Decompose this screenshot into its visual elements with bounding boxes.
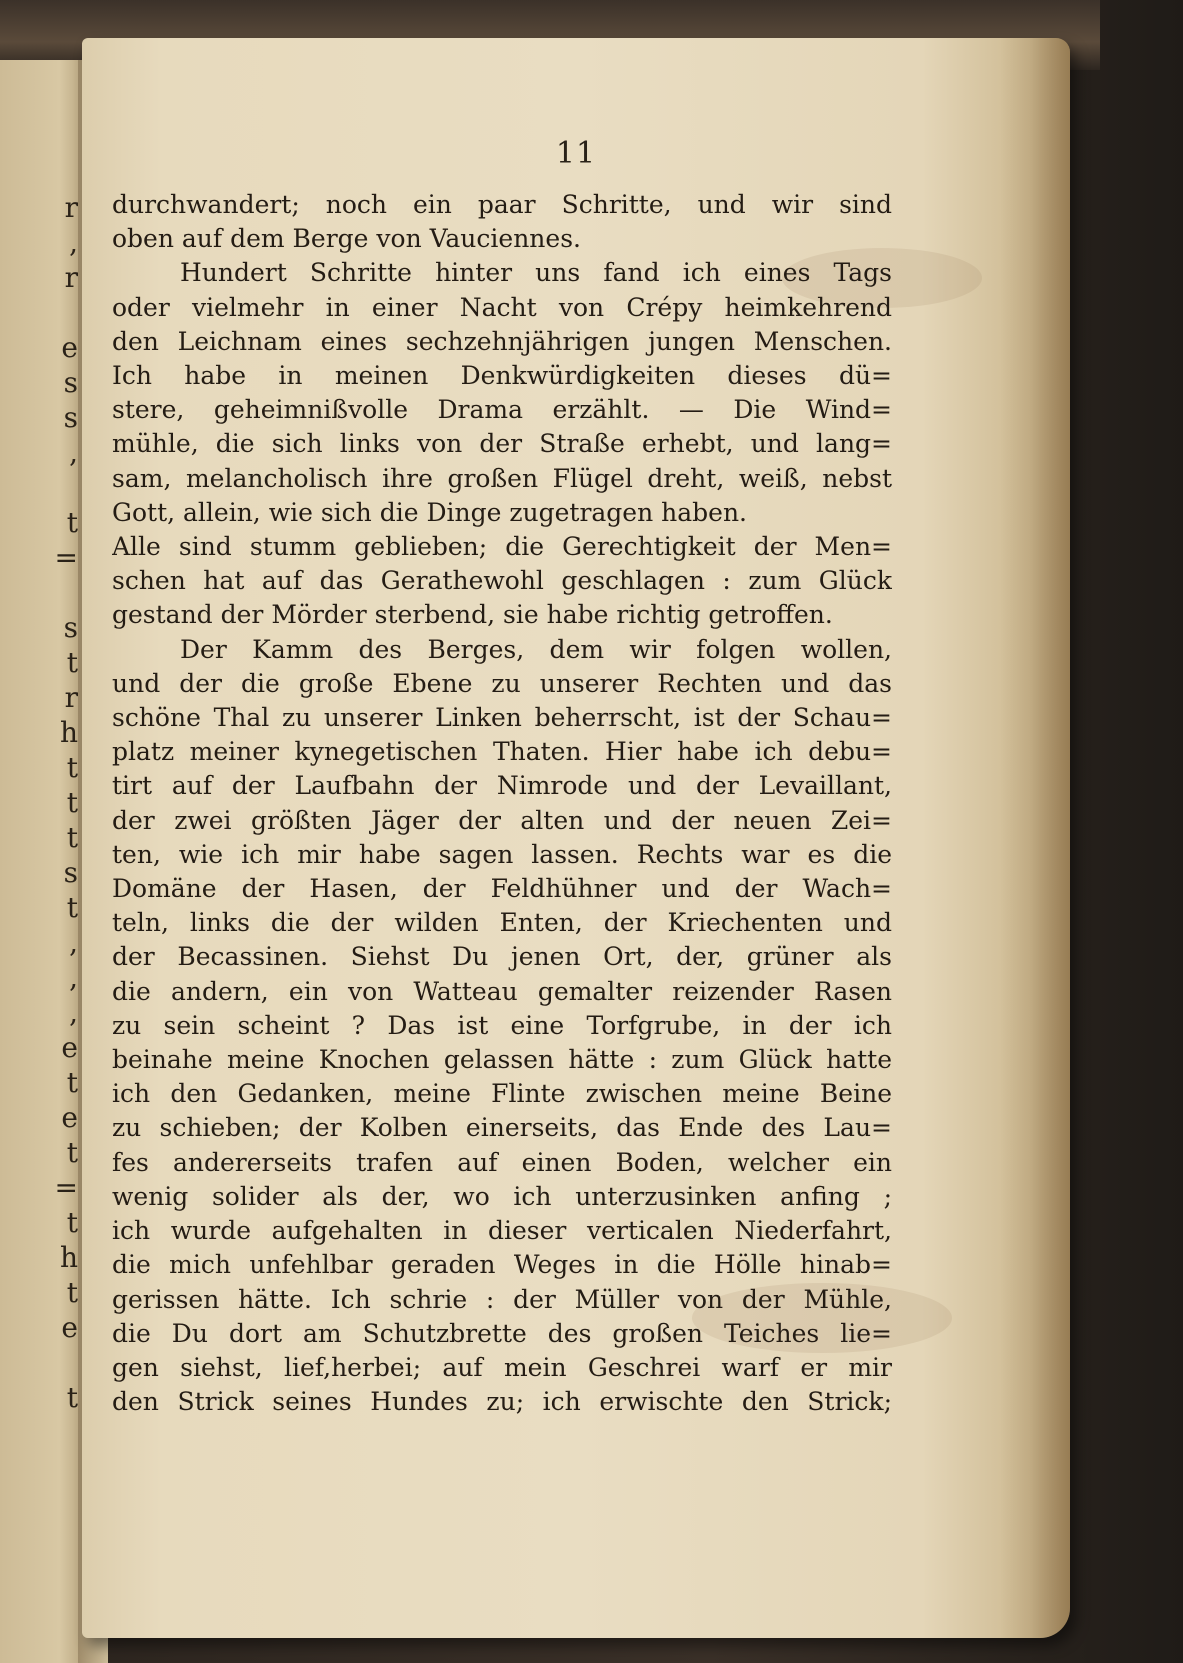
left-page-fragment: ,: [69, 436, 78, 469]
text-line: Gott, allein, wie sich die Dinge zugetragen haben.: [112, 497, 747, 527]
text-line: Domäne der Hasen, der Feldhühner und der Wach=: [112, 874, 892, 904]
right-page: [82, 38, 1070, 1638]
text-line: gerissen hätte. Ich schrie : der Müller von der Mühle,: [112, 1284, 892, 1314]
left-page-fragment: ,: [69, 226, 78, 259]
left-page-fragment: h: [59, 716, 78, 749]
text-line: mühle, die sich links von der Straße erhebt, und lang=: [112, 429, 892, 459]
left-page: [0, 60, 85, 1663]
text-line: gestand der Mörder sterbend, sie habe richtig getroffen.: [112, 600, 833, 630]
text-line: die mich unfehlbar geraden Weges in die Hölle hinab=: [112, 1250, 892, 1280]
text-line: den Strick seines Hundes zu; ich erwischte den Strick;: [112, 1387, 892, 1417]
left-page-fragment: ,: [69, 996, 78, 1029]
left-page-fragment: [0, 295, 78, 330]
text-line: ten, wie ich mir habe sagen lassen. Rechts war es die: [112, 839, 892, 869]
left-page-fragment: h: [59, 1241, 78, 1274]
left-page-fragment: e: [61, 1311, 78, 1344]
left-page-fragment: [0, 470, 78, 505]
left-page-fragment: r: [64, 191, 78, 224]
text-line: Ich habe in meinen Denkwürdigkeiten dieses dü=: [112, 361, 892, 391]
left-page-fragment: t: [66, 506, 78, 539]
text-line: die andern, ein von Watteau gemalter reizender Rasen: [112, 976, 892, 1006]
text-line: Alle sind stumm geblieben; die Gerechtigkeit der Men=: [112, 532, 892, 562]
left-page-fragment: r: [64, 681, 78, 714]
text-line: schen hat auf das Gerathewohl geschlagen : zum Glück: [112, 566, 892, 596]
text-line: gen siehst, lief,herbei; auf mein Geschrei warf er mir: [112, 1352, 892, 1382]
left-page-fragment: [0, 1345, 78, 1380]
left-page-fragment: t: [66, 786, 78, 819]
text-line: ich den Gedanken, meine Flinte zwischen meine Beine: [112, 1079, 892, 1109]
left-page-fragment: r: [64, 261, 78, 294]
left-page-fragment: t: [66, 891, 78, 924]
text-line: beinahe meine Knochen gelassen hätte : zum Glück hatte: [112, 1045, 892, 1075]
left-page-fragment: t: [66, 1381, 78, 1414]
text-line: durchwandert; noch ein paar Schritte, und wir sind: [112, 190, 892, 219]
text-line: die Du dort am Schutzbrette des großen Teiches lie=: [112, 1318, 892, 1348]
left-page-fragment: t: [66, 1276, 78, 1309]
text-line: oder vielmehr in einer Nacht von Crépy heimkehrend: [112, 292, 892, 322]
text-line: Der Kamm des Berges, dem wir folgen wollen,: [180, 634, 892, 664]
text-line: schöne Thal zu unserer Linken beherrscht, ist der Schau=: [112, 703, 892, 733]
text-line: platz meiner kynegetischen Thaten. Hier habe ich debu=: [112, 737, 892, 767]
left-page-fragment: s: [63, 856, 78, 889]
left-page-fragment: t: [66, 751, 78, 784]
left-page-fragment: t: [66, 821, 78, 854]
text-line: der Becassinen. Siehst Du jenen Ort, der, grüner als: [112, 942, 892, 972]
page-number: 11: [555, 136, 597, 171]
left-page-fragment: =: [54, 1171, 78, 1204]
left-page-text-fragments: [0, 190, 78, 1415]
left-page-fragment: t: [66, 1136, 78, 1169]
left-page-fragment: e: [61, 331, 78, 364]
left-page-fragment: e: [61, 1031, 78, 1064]
left-page-fragment: t: [66, 1066, 78, 1099]
text-line: den Leichnam eines sechzehnjährigen jungen Menschen.: [112, 326, 892, 356]
text-line: zu sein scheint ? Das ist eine Torfgrube, in der ich: [112, 1010, 892, 1040]
left-page-fragment: t: [66, 1206, 78, 1239]
text-line: fes andererseits trafen auf einen Boden, welcher ein: [112, 1147, 892, 1177]
text-line: tirt auf der Laufbahn der Nimrode und der Levaillant,: [112, 771, 892, 801]
left-page-fragment: =: [54, 541, 78, 574]
left-page-fragment: s: [63, 611, 78, 644]
text-line: sam, melancholisch ihre großen Flügel dreht, weiß, nebst: [112, 463, 892, 493]
page-body-text: [112, 188, 892, 1419]
text-line: und der die große Ebene zu unserer Rechten und das: [112, 668, 892, 698]
left-page-fragment: ,: [69, 961, 78, 994]
text-line: stere, geheimnißvolle Drama erzählt. — Die Wind=: [112, 395, 892, 425]
left-page-fragment: ,: [69, 926, 78, 959]
text-line: Hundert Schritte hinter uns fand ich eines Tags: [180, 258, 892, 288]
left-page-fragment: s: [63, 401, 78, 434]
text-line: zu schieben; der Kolben einerseits, das Ende des Lau=: [112, 1113, 892, 1143]
text-line: der zwei größten Jäger der alten und der neuen Zei=: [112, 805, 892, 835]
left-page-fragment: t: [66, 646, 78, 679]
left-page-fragment: [0, 575, 78, 610]
text-line: ich wurde aufgehalten in dieser verticalen Niederfahrt,: [112, 1216, 892, 1246]
text-line: wenig solider als der, wo ich unterzusinken anfing ;: [112, 1181, 892, 1211]
text-line: oben auf dem Berge von Vauciennes.: [112, 224, 581, 254]
left-page-fragment: s: [63, 366, 78, 399]
left-page-fragment: e: [61, 1101, 78, 1134]
text-line: teln, links die der wilden Enten, der Kriechenten und: [112, 908, 892, 938]
